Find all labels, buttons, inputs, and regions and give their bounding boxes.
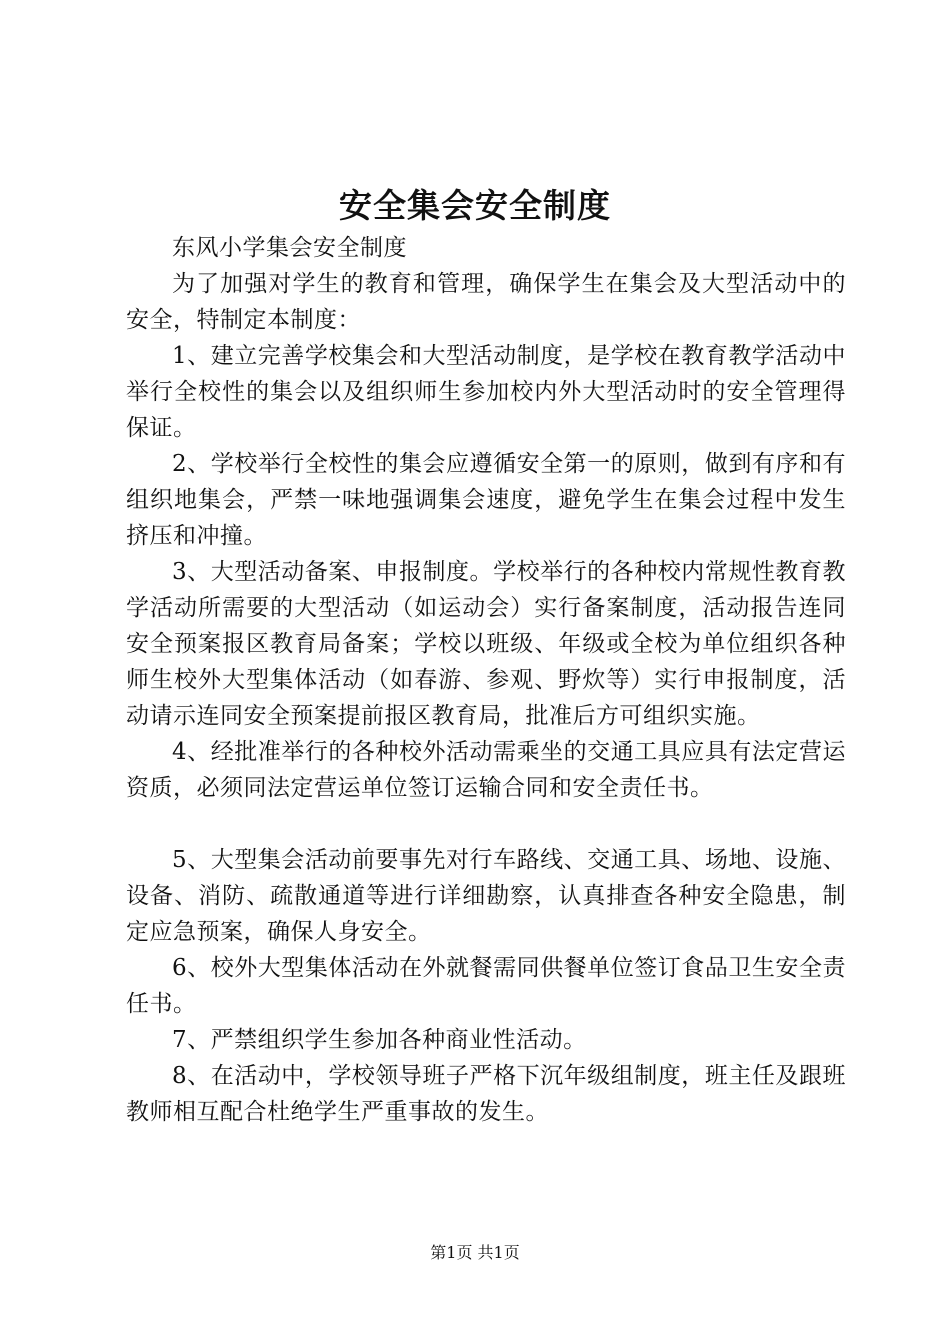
paragraph-rule-4: 4、经批准举行的各种校外活动需乘坐的交通工具应具有法定营运资质，必须同法定营运单位签订运输合同和安全责任书。: [126, 739, 846, 801]
paragraph-intro: 为了加强对学生的教育和管理，确保学生在集会及大型活动中的安全，特制定本制度：: [126, 271, 846, 333]
paragraph-rule-3: 3、大型活动备案、申报制度。学校举行的各种校内常规性教育教学活动所需要的大型活动（如运动会）实行备案制度，活动报告连同安全预案报区教育局备案；学校以班级、年级或全校为单位组织各种师生校外大型集体活动（如春游、参观、野炊等）实行申报制度，活动请示连同安全预案提前报区教育局，批准后方可组织实施。: [126, 559, 846, 729]
document-body: [126, 230, 846, 1130]
paragraph-rule-5: 5、大型集会活动前要事先对行车路线、交通工具、场地、设施、设备、消防、疏散通道等进行详细勘察，认真排查各种安全隐患，制定应急预案，确保人身安全。: [126, 847, 846, 945]
paragraph-rule-2: 2、学校举行全校性的集会应遵循安全第一的原则，做到有序和有组织地集会，严禁一味地强调集会速度，避免学生在集会过程中发生挤压和冲撞。: [126, 451, 846, 549]
paragraph-rule-8: 8、在活动中，学校领导班子严格下沉年级组制度，班主任及跟班教师相互配合杜绝学生严重事故的发生。: [126, 1063, 846, 1125]
paragraph-rule-6: 6、校外大型集体活动在外就餐需同供餐单位签订食品卫生安全责任书。: [126, 955, 846, 1017]
paragraph-school-name: 东风小学集会安全制度: [172, 235, 407, 261]
page-footer: 第1页 共1页: [430, 1243, 520, 1262]
blank-line: [126, 806, 846, 842]
document-title: 安全集会安全制度: [339, 186, 611, 225]
paragraph-rule-7: 7、严禁组织学生参加各种商业性活动。: [172, 1027, 587, 1053]
paragraph-rule-1: 1、建立完善学校集会和大型活动制度，是学校在教育教学活动中举行全校性的集会以及组织师生参加校内外大型活动时的安全管理得保证。: [126, 343, 846, 441]
